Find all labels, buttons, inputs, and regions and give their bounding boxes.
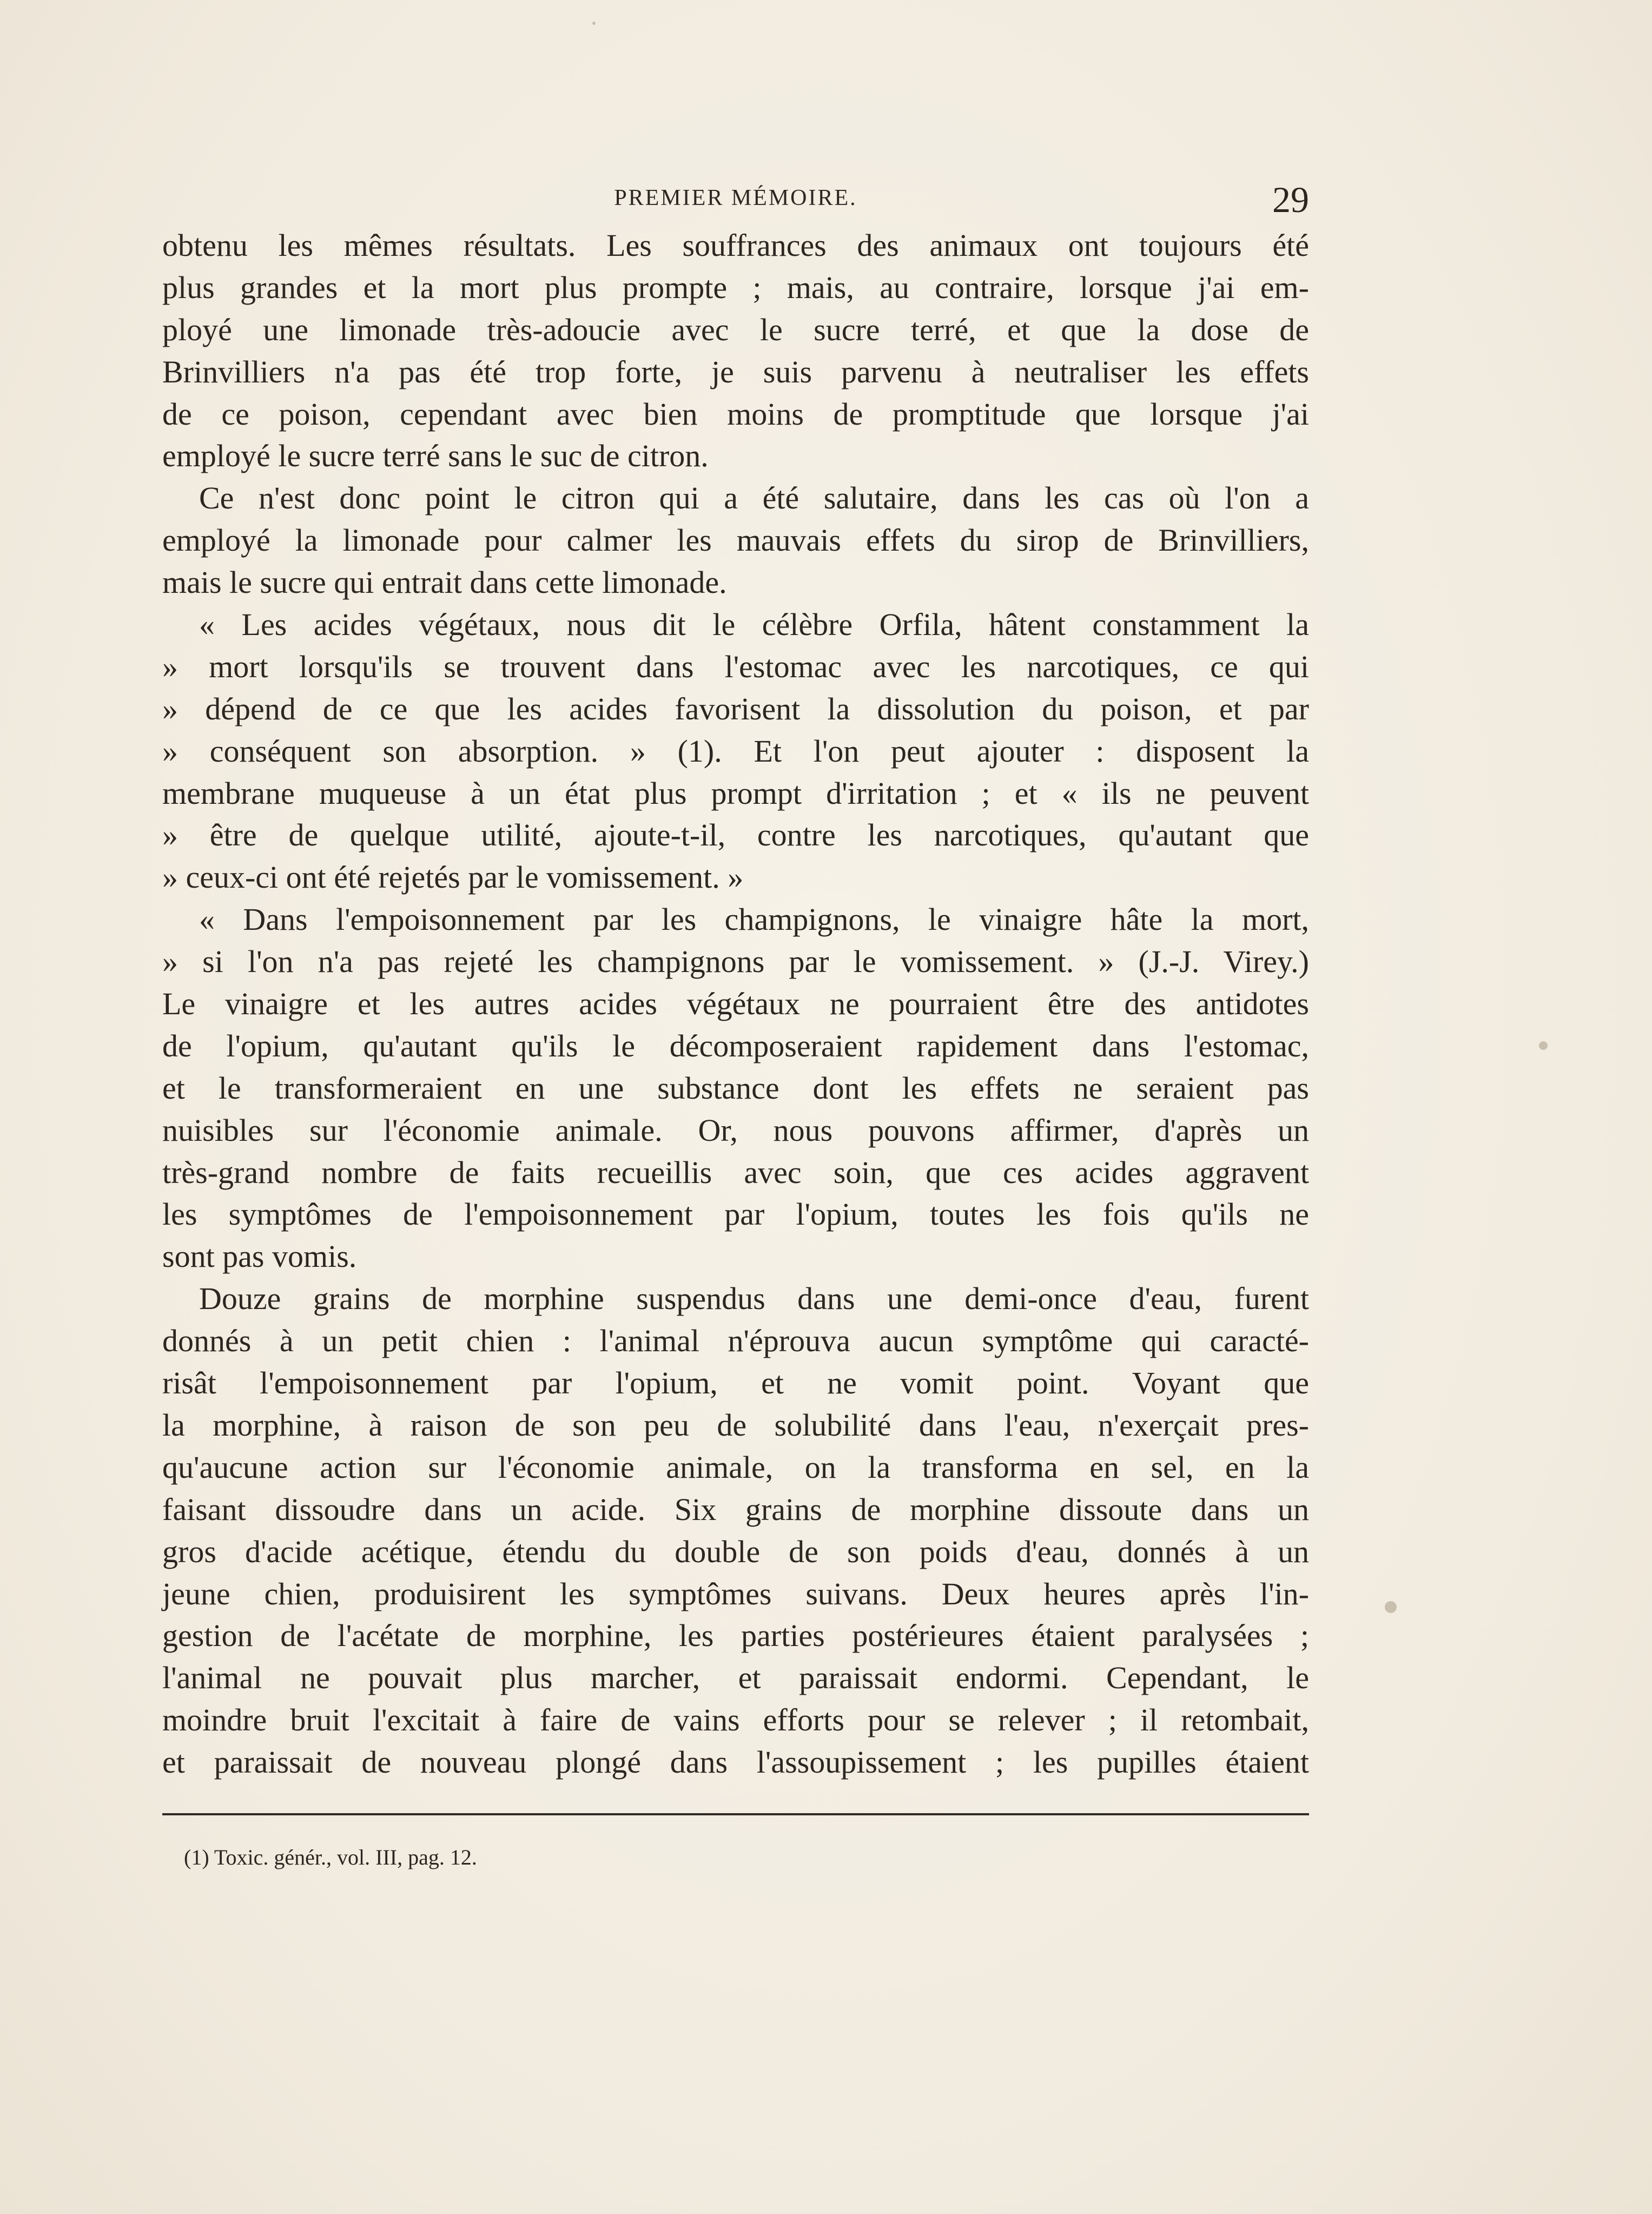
paper-speck (592, 22, 596, 25)
text-line: Brinvilliers n'a pas été trop forte, je suis parvenu à neutraliser les effets (162, 354, 1309, 389)
text-line: « Les acides végétaux, nous dit le célèbre Orfila, hâtent constamment la (199, 607, 1309, 643)
text-line: jeune chien, produisirent les symptômes suivans. Deux heures après l'in- (162, 1576, 1309, 1611)
paper-speck (1385, 1601, 1397, 1613)
text-line: employé le sucre terré sans le suc de citron. (162, 438, 709, 474)
text-line: membrane muqueuse à un état plus prompt d'irritation ; et « ils ne peuvent (162, 775, 1309, 811)
text-line: gros d'acide acétique, étendu du double de son poids d'eau, donnés à un (162, 1534, 1309, 1569)
text-line: Douze grains de morphine suspendus dans une demi-once d'eau, furent (199, 1281, 1309, 1317)
text-line: obtenu les mêmes résultats. Les souffrances des animaux ont toujours été (162, 228, 1309, 263)
text-line: employé la limonade pour calmer les mauvais effets du sirop de Brinvilliers, (162, 523, 1309, 558)
text-line: ployé une limonade très-adoucie avec le sucre terré, et que la dose de (162, 312, 1309, 347)
text-line: et le transformeraient en une substance dont les effets ne seraient pas (162, 1070, 1309, 1106)
text-line: Le vinaigre et les autres acides végétaux ne pourraient être des antidotes (162, 986, 1309, 1022)
text-line: très-grand nombre de faits recueillis avec soin, que ces acides aggravent (162, 1154, 1309, 1190)
text-line: » dépend de ce que les acides favorisent la dissolution du poison, et par (162, 691, 1309, 726)
body-text (162, 224, 1309, 1783)
text-line: risât l'empoisonnement par l'opium, et ne vomit point. Voyant que (162, 1365, 1309, 1401)
text-line: » conséquent son absorption. » (1). Et l'on peut ajouter : disposent la (162, 733, 1309, 769)
text-line: qu'aucune action sur l'économie animale, on la transforma en sel, en la (162, 1449, 1309, 1485)
text-line: sont pas vomis. (162, 1239, 357, 1274)
footnote-rule (162, 1813, 1309, 1815)
text-line: donnés à un petit chien : l'animal n'éprouva aucun symptôme qui caracté- (162, 1323, 1309, 1359)
page-header (162, 179, 1309, 227)
text-line: » être de quelque utilité, ajoute-t-il, contre les narcotiques, qu'autant que (162, 817, 1309, 853)
text-line: de ce poison, cependant avec bien moins de promptitude que lorsque j'ai (162, 396, 1309, 432)
text-line: Ce n'est donc point le citron qui a été salutaire, dans les cas où l'on a (199, 480, 1309, 516)
footnote: (1) Toxic. génér., vol. III, pag. 12. (184, 1845, 477, 1869)
page-number: 29 (1272, 179, 1309, 220)
text-line: » mort lorsqu'ils se trouvent dans l'estomac avec les narcotiques, ce qui (162, 649, 1309, 684)
text-line: faisant dissoudre dans un acide. Six grains de morphine dissoute dans un (162, 1491, 1309, 1527)
text-line: gestion de l'acétate de morphine, les parties postérieures étaient paralysées ; (162, 1618, 1309, 1654)
text-line: l'animal ne pouvait plus marcher, et paraissait endormi. Cependant, le (162, 1660, 1309, 1696)
text-line: » si l'on n'a pas rejeté les champignons par le vomissement. » (J.-J. Virey.) (162, 944, 1309, 980)
text-line: moindre bruit l'excitait à faire de vains efforts pour se relever ; il retombait, (162, 1702, 1309, 1738)
text-line: mais le sucre qui entrait dans cette limonade. (162, 565, 727, 600)
text-line: la morphine, à raison de son peu de solubilité dans l'eau, n'exerçait pres- (162, 1407, 1309, 1443)
text-line: nuisibles sur l'économie animale. Or, nous pouvons affirmer, d'après un (162, 1112, 1309, 1148)
text-line: « Dans l'empoisonnement par les champignons, le vinaigre hâte la mort, (199, 902, 1309, 937)
text-line: » ceux-ci ont été rejetés par le vomissement. » (162, 860, 744, 895)
paper-speck (1539, 1041, 1548, 1050)
text-line: et paraissait de nouveau plongé dans l'assoupissement ; les pupilles étaient (162, 1744, 1309, 1780)
text-line: les symptômes de l'empoisonnement par l'opium, toutes les fois qu'ils ne (162, 1197, 1309, 1232)
running-head: PREMIER MÉMOIRE. (614, 186, 857, 210)
text-line: de l'opium, qu'autant qu'ils le décomposeraient rapidement dans l'estomac, (162, 1028, 1309, 1063)
text-line: plus grandes et la mort plus prompte ; mais, au contraire, lorsque j'ai em- (162, 269, 1309, 305)
